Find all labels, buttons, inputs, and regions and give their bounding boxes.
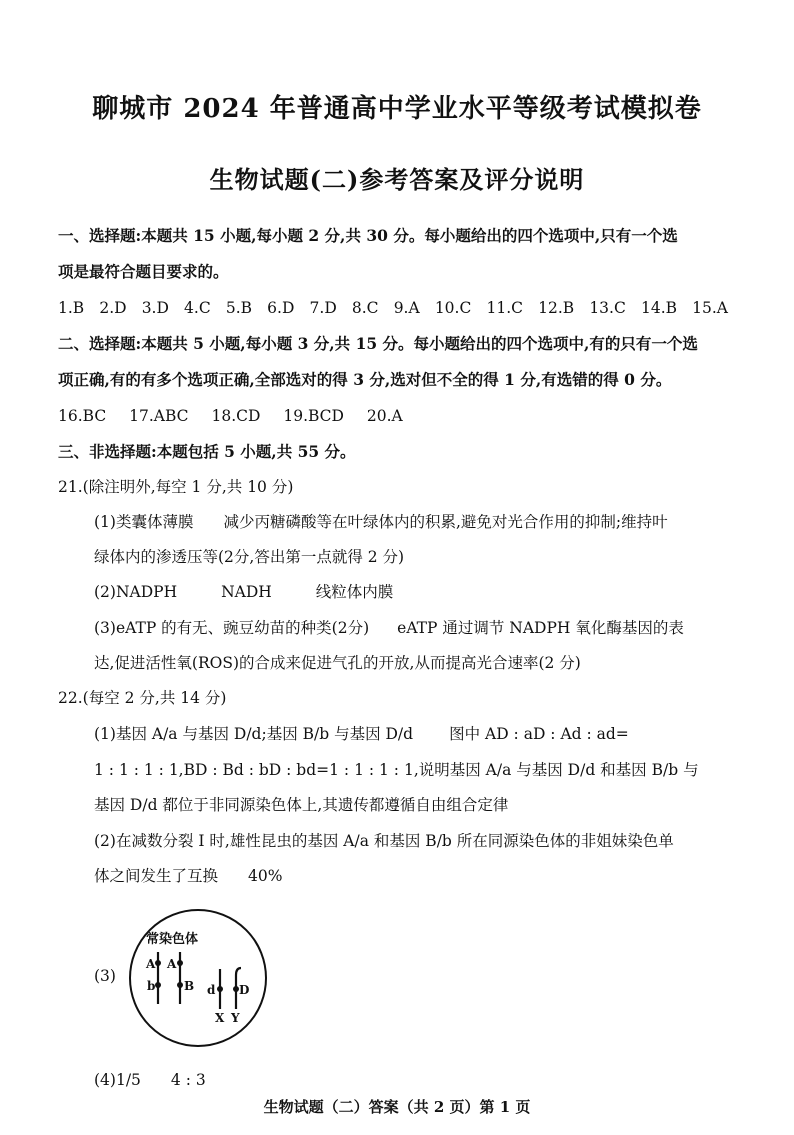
q21-header: 21.(除注明外,每空 1 分,共 10 分) [58,478,294,496]
locus-A2 [177,960,183,966]
chromosome-diagram [124,905,274,1055]
answer-item: 6.D [267,299,295,317]
answer-item: 8.C [351,299,379,317]
q22-part1-line1 [94,724,629,744]
answer-item: 3.D [141,299,169,317]
q22-part1-line3: 基因 D/d 都位于非同源染色体上,其遗传都遵循自由组合定律 [94,796,509,814]
cell-outline [130,910,266,1046]
section2-header-line1: 二、选择题:本题共 5 小题,每小题 3 分,共 15 分。每小题给出的四个选项中,有的只有一个选 [58,334,698,353]
section1-answer-list [58,298,728,318]
answer-item: 5.B [225,299,253,317]
q21-part2-answer-c: 线粒体内膜 [315,583,394,601]
gene-A-label-2: A [167,957,177,971]
answer-item: 4.C [184,299,211,317]
page-title: 聊城市 2024 年普通高中学业水平等级考试模拟卷 [92,94,702,124]
y-chromosome-label: Y [231,1011,240,1025]
answer-item: 17.ABC [129,407,189,425]
answer-item: 15.A [692,299,728,317]
answer-item: 13.C [589,299,626,317]
q21-part3-line2: 达,促进活性氧(ROS)的合成来促进气孔的开放,从而提高光合速率(2 分) [94,654,581,672]
q22-part1-line2: 1 : 1 : 1 : 1,BD : Bd : bD : bd=1 : 1 : 1 : 1,说明基因 A/a 与基因 D/d 和基因 B/b 与 [94,761,699,779]
locus-d [217,986,223,992]
q22-header: 22.(每空 2 分,共 14 分) [58,689,227,707]
q21-part3-line1 [94,618,684,638]
q22-part2-line1: (2)在减数分裂 I 时,雄性昆虫的基因 A/a 和基因 B/b 所在同源染色体的非姐妹染色单 [94,832,674,850]
section2-answer-list [58,406,403,426]
locus-b [155,982,161,988]
answer-item: 1.B [58,299,85,317]
page-subtitle: 生物试题(二)参考答案及评分说明 [209,165,585,194]
q21-part3-answer-a: (3)eATP 的有无、豌豆幼苗的种类(2分) [94,619,370,637]
q21-part2-answer-a: (2)NADPH [94,583,178,601]
answer-item: 12.B [538,299,575,317]
answer-item: 20.A [366,407,403,425]
answer-item: 16.BC [58,407,107,425]
gene-d-label: d [207,983,216,997]
q21-part3-answer-b: eATP 通过调节 NADPH 氧化酶基因的表 [397,619,684,637]
x-chromosome-label: X [215,1011,225,1025]
q21-part1-line2: 绿体内的渗透压等(2分,答出第一点就得 2 分) [94,548,405,566]
answer-item: 11.C [486,299,523,317]
q21-part2-answer-b: NADH [221,583,272,601]
answer-item: 10.C [434,299,472,317]
locus-A [155,960,161,966]
q22-part2-answer-a: 体之间发生了互换 [94,867,219,885]
gene-D-label: D [239,983,250,997]
gene-A-label: A [146,957,156,971]
q22-part4-answer-a: (4)1/5 [94,1071,141,1089]
q21-part1-line1 [94,512,668,532]
q22-part3-label: (3) [94,967,116,985]
q21-part1-answer-a: (1)类囊体薄膜 [94,513,194,531]
locus-B [177,982,183,988]
section2-header-line2: 项正确,有的有多个选项正确,全部选对的得 3 分,选对但不全的得 1 分,有选错的得 0 分。 [58,370,672,389]
q21-part2 [94,582,393,602]
autosome-label: 常染色体 [146,932,199,947]
section3-header: 三、非选择题:本题包括 5 小题,共 55 分。 [58,442,356,461]
answer-item: 9.A [393,299,420,317]
q22-part2-line2 [94,866,282,886]
q22-part1-answer-a: (1)基因 A/a 与基因 D/d;基因 B/b 与基因 D/d [94,725,414,743]
section1-header-line2: 项是最符合题目要求的。 [58,262,229,281]
answer-item: 14.B [640,299,678,317]
answer-item: 18.CD [211,407,261,425]
q22-part4 [94,1070,206,1090]
page-footer: 生物试题（二）答案（共 2 页）第 1 页 [263,1098,531,1116]
q22-part4-answer-b: 4 : 3 [170,1071,206,1089]
answer-item: 7.D [309,299,337,317]
gene-B-label: B [184,979,195,993]
q22-part2-answer-b: 40% [248,867,283,885]
answer-item: 2.D [99,299,127,317]
section1-header-line1: 一、选择题:本题共 15 小题,每小题 2 分,共 30 分。每小题给出的四个选项中,只有一个选 [58,226,678,245]
q21-part1-answer-b: 减少丙糖磷酸等在叶绿体内的积累,避免对光合作用的抑制;维持叶 [223,513,668,531]
answer-item: 19.BCD [283,407,344,425]
q22-part1-answer-b: 图中 AD : aD : Ad : ad= [449,725,629,743]
gene-b-label: b [147,979,156,993]
